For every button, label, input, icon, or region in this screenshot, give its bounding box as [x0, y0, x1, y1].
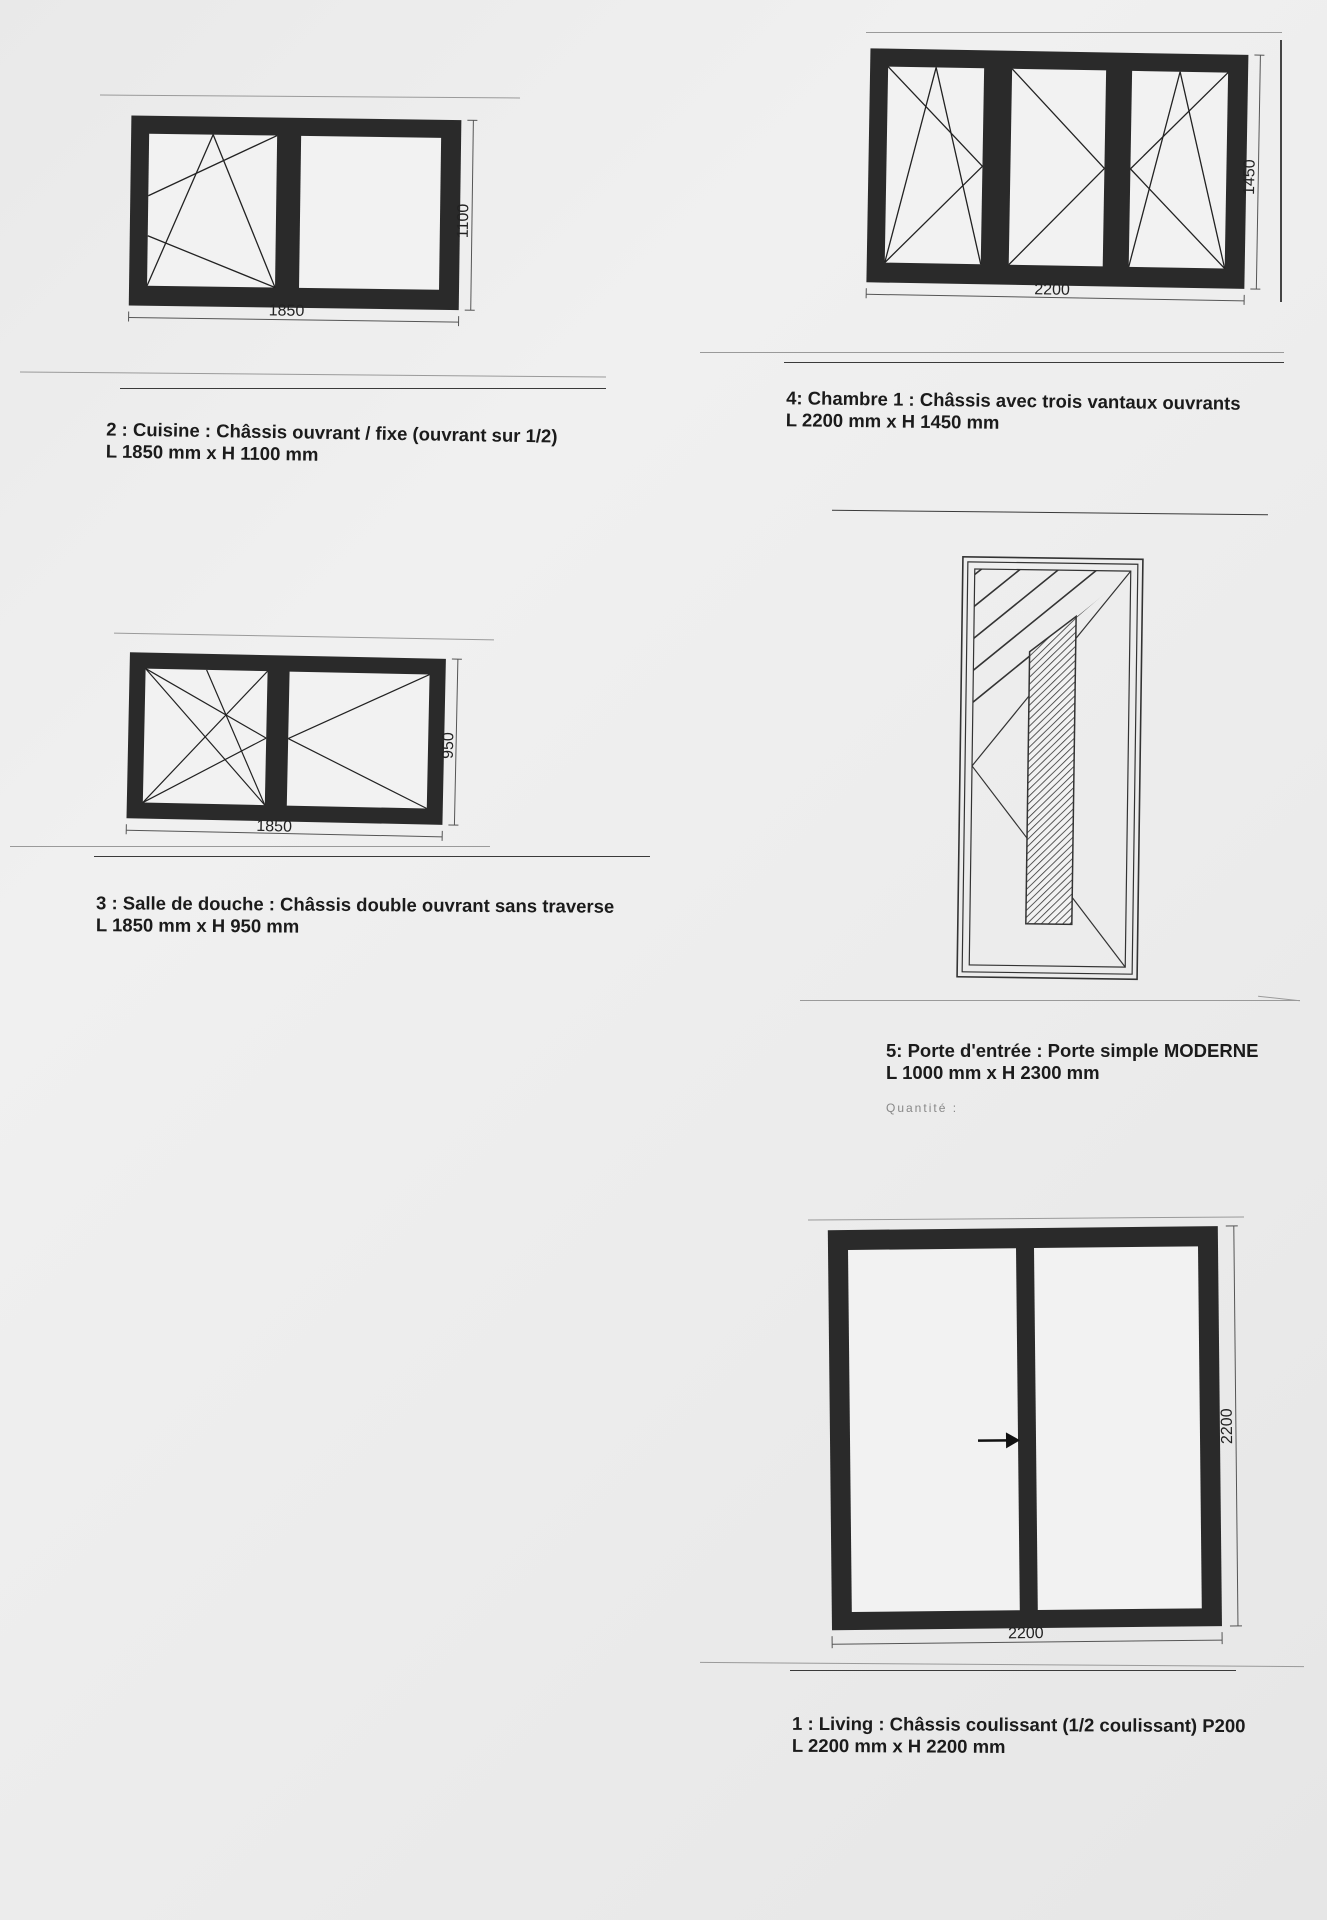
caption-size: L 1850 mm x H 1100 mm	[105, 440, 319, 465]
drawing-douche-window	[118, 648, 498, 848]
height-dimension: 1100	[454, 203, 473, 239]
caption-title: 1 : Living : Châssis coulissant (1/2 coulissant) P200	[792, 1712, 1246, 1737]
caption-size: L 2200 mm x H 1450 mm	[785, 409, 1000, 433]
caption-porte	[886, 1040, 1258, 1084]
separator-line	[784, 362, 1284, 363]
drawing-cuisine-window	[120, 108, 490, 328]
separator-line	[700, 1662, 1304, 1667]
width-dimension: 2200	[1034, 281, 1071, 299]
width-dimension: 2200	[1007, 1624, 1044, 1643]
separator-line	[790, 1670, 1236, 1671]
height-dimension: 950	[439, 732, 458, 760]
separator-line	[94, 856, 650, 857]
width-dimension: 1850	[268, 302, 305, 320]
caption-size: L 2200 mm x H 2200 mm	[791, 1734, 1006, 1757]
separator-line	[832, 510, 1268, 516]
separator-line	[20, 371, 606, 377]
caption-title: 2 : Cuisine : Châssis ouvrant / fixe (ouvrant sur 1/2)	[106, 418, 558, 447]
separator-line	[10, 846, 490, 847]
separator-line	[700, 352, 1284, 353]
separator-line	[114, 633, 494, 641]
caption-title: 3 : Salle de douche : Châssis double ouvrant sans traverse	[96, 892, 615, 917]
caption-size: L 1000 mm x H 2300 mm	[886, 1062, 1100, 1083]
caption-size: L 1850 mm x H 950 mm	[95, 914, 300, 937]
height-dimension: 2200	[1218, 1408, 1237, 1445]
caption-cuisine	[106, 418, 558, 469]
width-dimension: 1850	[256, 817, 293, 836]
separator-line	[866, 32, 1282, 33]
drawing-living-sliding-window	[820, 1218, 1270, 1658]
caption-chambre	[786, 387, 1241, 437]
drawing-entry-door	[948, 552, 1148, 984]
caption-title: 4: Chambre 1 : Châssis avec trois vantaux ouvrants	[786, 387, 1241, 414]
separator-line	[1280, 40, 1282, 302]
quantity-label-faint: Quantité :	[886, 1101, 959, 1115]
caption-living	[792, 1713, 1246, 1759]
separator-line	[800, 1000, 1300, 1001]
caption-douche	[96, 892, 614, 940]
height-dimension: 1450	[1240, 159, 1259, 196]
separator-line	[100, 95, 520, 99]
caption-title: 5: Porte d'entrée : Porte simple MODERNE	[886, 1040, 1259, 1061]
separator-line	[120, 388, 606, 389]
drawing-chambre-window	[860, 42, 1300, 342]
